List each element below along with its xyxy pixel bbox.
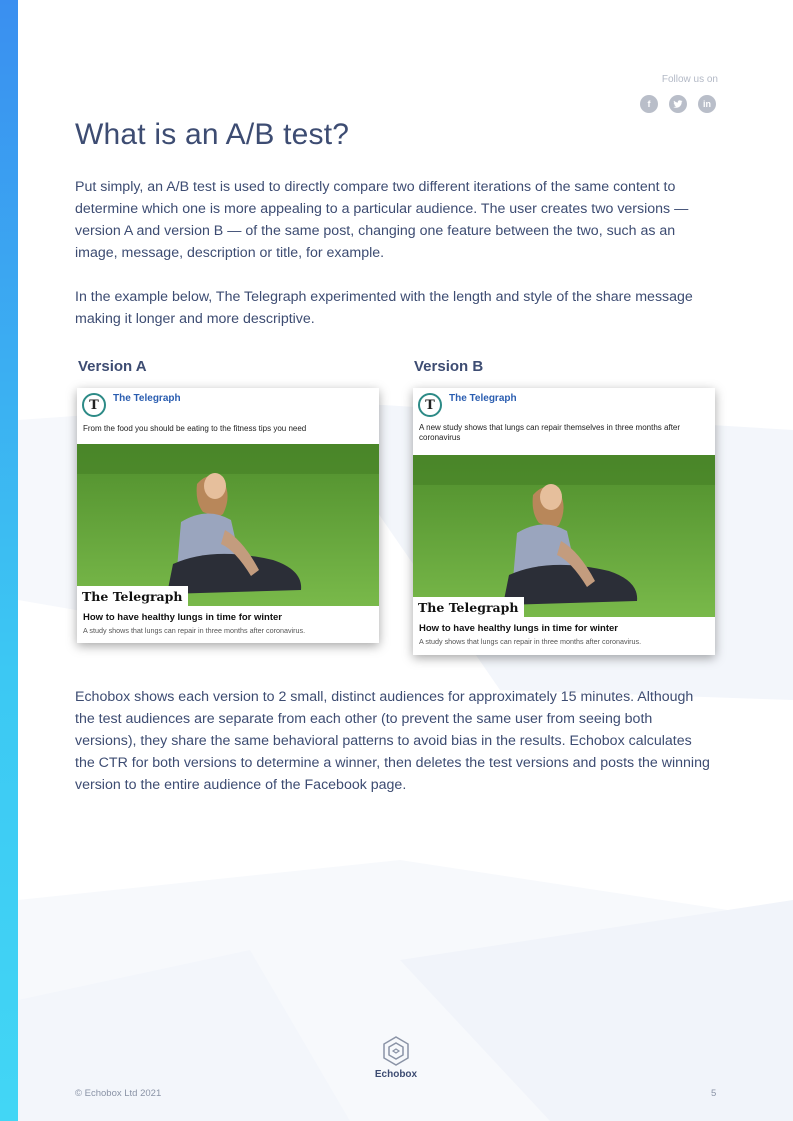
telegraph-logo-icon: T [418, 393, 442, 417]
process-paragraph: Echobox shows each version to 2 small, distinct audiences for approximately 15 minutes. Although the test audiences are separate from each other (to prevent the same user from seeing both versions), they share the same behavioral patterns to avoid bias in the results. Echobox calculates the CTR for both versions to determine a winner, then deletes the test versions and posts the winning version to the entire audience of the Facebook page. [75, 689, 710, 793]
post-header [413, 388, 715, 420]
follow-us-label: Follow us on [661, 74, 718, 85]
post-header [77, 388, 379, 420]
intro-paragraph: Put simply, an A/B test is used to directly compare two different iterations of the same content to determine which one is more appealing to a particular audience. The user creates two versions — version A and version B — of the same post, changing one feature between the two, such as an image, message, description or title, for example. [75, 179, 689, 261]
version-a-post [77, 388, 379, 643]
twitter-icon[interactable] [669, 95, 687, 113]
footer-brand: Echobox [374, 1069, 418, 1080]
version-b-label: Version B [414, 358, 484, 375]
post-image [413, 455, 715, 617]
page-title: What is an A/B test? [75, 118, 350, 151]
version-a-label: Version A [78, 358, 147, 375]
publisher-name[interactable]: The Telegraph [113, 393, 181, 404]
post-headline[interactable]: How to have healthy lungs in time for winter [83, 612, 282, 623]
telegraph-logo-icon: T [82, 393, 106, 417]
page-number: 5 [711, 1088, 717, 1099]
linkedin-icon[interactable]: in [698, 95, 716, 113]
share-message: From the food you should be eating to the fitness tips you need [83, 424, 307, 433]
version-b-post [413, 388, 715, 655]
share-message: A new study shows that lungs can repair themselves in three months after coronavirus [419, 423, 681, 442]
facebook-icon[interactable]: f [640, 95, 658, 113]
echobox-logo-icon [381, 1035, 411, 1067]
copyright: © Echobox Ltd 2021 [75, 1088, 162, 1099]
publisher-name[interactable]: The Telegraph [449, 393, 517, 404]
example-paragraph: In the example below, The Telegraph experimented with the length and style of the share message making it longer and more descriptive. [75, 289, 693, 327]
telegraph-masthead: The Telegraph [77, 586, 188, 606]
social-links [640, 95, 716, 113]
post-headline[interactable]: How to have healthy lungs in time for winter [419, 623, 618, 634]
post-description: A study shows that lungs can repair in three months after coronavirus. [83, 626, 306, 635]
post-description: A study shows that lungs can repair in three months after coronavirus. [419, 637, 642, 646]
post-image [77, 444, 379, 606]
telegraph-masthead: The Telegraph [413, 597, 524, 617]
